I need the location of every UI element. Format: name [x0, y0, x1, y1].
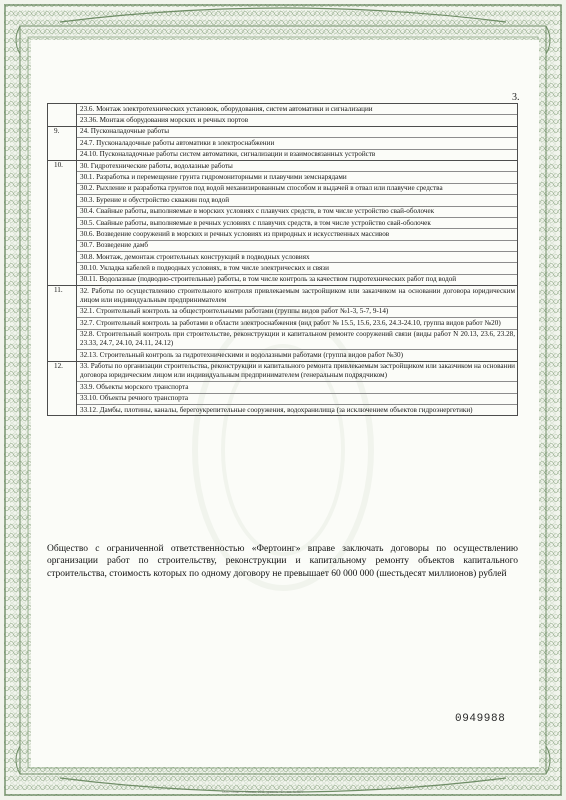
row-number: 12.	[48, 361, 77, 416]
page-number: 3.	[512, 92, 520, 103]
conclusion-paragraph: Общество с ограниченной ответственностью «Фертоинг» вправе заключать договоры по осуществлению организации работ по строительству, реконструкции и капитальному ремонту объектов капитального строительства, стоимость которых по одному договору не превышает 60 000 000 (шестьдесят миллионов) рублей	[47, 544, 518, 579]
work-item: 30.1. Разработка и перемещение грунта гидромониторными и плавучими земснарядами	[77, 172, 517, 183]
row-number: 11.	[48, 286, 77, 361]
row-items	[77, 160, 518, 285]
row-items	[77, 104, 518, 127]
work-item: 33.10. Объекты речного транспорта	[77, 394, 517, 405]
table-row	[48, 126, 518, 160]
table-row	[48, 361, 518, 416]
table-row	[48, 286, 518, 361]
work-item: 30.11. Водолазные (подводно-строительные) работы, в том числе контроль за качеством гидротехнических работ под водой	[80, 275, 457, 284]
work-item: 30.7. Возведение дамб	[77, 241, 517, 252]
work-item: 30.5. Свайные работы, выполняемые в речных условиях с плавучих средств, в том числе устройство свай-оболочек	[77, 218, 517, 229]
work-item: 24.10. Пусконаладочные работы систем автоматики, сигнализации и взаимосвязанных устройств	[80, 150, 376, 159]
work-item: 30.10. Укладка кабелей в подводных условиях, в том числе электрических и связи	[77, 263, 517, 274]
work-item: 30. Гидротехнические работы, водолазные работы	[77, 161, 517, 172]
row-items	[77, 286, 518, 361]
work-item: 32.13. Строительный контроль за гидротехническими и водолазными работами (группа видов работ №30)	[80, 350, 403, 359]
row-number: 10.	[48, 160, 77, 285]
work-item: 33.12. Дамбы, плотины, каналы, берегоукрепительные сооружения, водохранилища (за исключением объектов гидроэнергетики)	[80, 405, 473, 414]
work-item: 30.8. Монтаж, демонтаж строительных конструкций в подводных условиях	[77, 252, 517, 263]
work-item: 32. Работы по осуществлению строительного контроля привлекаемым застройщиком или заказчиком на основании договора юридическим лицом или индивидуальным предпринимателем	[77, 286, 517, 307]
table-row	[48, 160, 518, 285]
work-item: 23.6. Монтаж электротехнических установок, оборудования, систем автоматики и сигнализации	[77, 104, 517, 115]
work-item: 32.7. Строительный контроль за работами в области электроснабжения (вид работ № 15.5, 15.6, 23.6, 24.3-24.10, группа видов работ №20)	[77, 318, 517, 329]
printer-imprint: ООО «Знак», г. Москва, 2011, уровень «Б», зак. №4577	[222, 790, 304, 794]
row-items	[77, 126, 518, 160]
serial-number: 0949988	[455, 713, 506, 725]
work-item: 33. Работы по организации строительства, реконструкции и капитального ремонта привлекаемым застройщиком или заказчиком на основании договора юридическим лицом или индивидуальным предпринимателем (генеральным подрядчиком)	[77, 362, 517, 383]
work-item: 32.8. Строительный контроль при строительстве, реконструкции и капитальном ремонте сооружений связи (виды работ N 20.13, 23.6, 23.28, 23.33, 24.7, 24.10, 24.11, 24.12)	[77, 330, 517, 351]
works-table	[47, 103, 518, 416]
work-item: 30.4. Свайные работы, выполняемые в морских условиях с плавучих средств, в том числе устройство свай-оболочек	[77, 207, 517, 218]
work-item: 32.1. Строительный контроль за общестроительными работами (группы видов работ №1-3, 5-7, 9-14)	[77, 307, 517, 318]
work-item: 24.7. Пусконаладочные работы автоматики в электроснабжении	[77, 138, 517, 149]
table-row	[48, 104, 518, 127]
work-item: 23.36. Монтаж оборудования морских и речных портов	[80, 115, 249, 124]
row-items	[77, 361, 518, 416]
work-item: 24. Пусконаладочные работы	[77, 127, 517, 138]
row-number	[48, 104, 77, 127]
work-item: 30.6. Возведение сооружений в морских и речных условиях из природных и искусственных массивов	[77, 229, 517, 240]
work-item: 33.9. Объекты морского транспорта	[77, 382, 517, 393]
row-number: 9.	[48, 126, 77, 160]
work-item: 30.2. Рыхление и разработка грунтов под водой механизированным способом и выдачей в отвал или плавучие средства	[77, 184, 517, 195]
work-item: 30.3. Бурение и обустройство скважин под водой	[77, 195, 517, 206]
